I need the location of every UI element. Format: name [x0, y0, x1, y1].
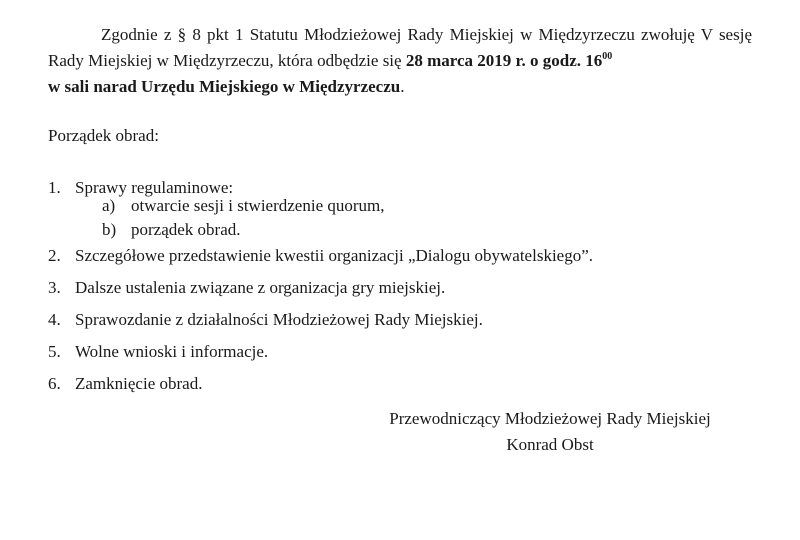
intro-paragraph — [48, 22, 752, 100]
agenda-item-text: Szczegółowe przedstawienie kwestii organizacji „Dialogu obywatelskiego”. — [75, 246, 594, 265]
agenda-item-text: Dalsze ustalenia związane z organizacja gry miejskiej. — [75, 278, 446, 297]
agenda-item — [48, 336, 752, 368]
session-place: w sali narad Urzędu Miejskiego w Międzyrzeczu — [48, 77, 401, 96]
agenda-item-number: 5. — [48, 342, 61, 361]
agenda-item-text: Zamknięcie obrad. — [75, 374, 203, 393]
intro-text: Zgodnie z § 8 pkt 1 Statutu Młodzieżowej Rady Miejskiej w Międzyrzeczu zwołuję V sesję Rady Miejskiej w Międzyrzeczu, która odbędzie się — [48, 25, 752, 70]
agenda-item-text: Sprawy regulaminowe: — [75, 178, 234, 197]
intro-end: . — [400, 77, 405, 96]
agenda-item-number: 3. — [48, 278, 61, 297]
agenda-item-text: Sprawozdanie z działalności Młodzieżowej Rady Miejskiej. — [75, 310, 483, 329]
agenda-item — [48, 240, 752, 272]
agenda-subitem-letter: b) — [102, 220, 117, 239]
agenda-item-text: Wolne wnioski i informacje. — [75, 342, 269, 361]
signature-block — [374, 406, 726, 458]
agenda-subitem-text: otwarcie sesji i stwierdzenie quorum, — [131, 196, 385, 215]
agenda-item-number: 6. — [48, 374, 61, 393]
agenda-item-number: 1. — [48, 178, 61, 197]
signature-title: Przewodniczący Młodzieżowej Rady Miejskiej — [389, 409, 711, 428]
agenda-sublist-container — [48, 192, 752, 240]
agenda-item — [48, 272, 752, 304]
agenda-item-number: 2. — [48, 246, 61, 265]
signature-name: Konrad Obst — [506, 435, 594, 454]
agenda-item — [48, 368, 752, 400]
agenda-list — [48, 172, 752, 400]
agenda-subitem-letter: a) — [102, 196, 116, 215]
agenda-item — [48, 304, 752, 336]
agenda-subitem — [48, 216, 752, 240]
agenda-item-number: 4. — [48, 310, 61, 329]
agenda-subitem — [48, 192, 752, 216]
session-time-minutes: 00 — [602, 51, 613, 62]
agenda-subitem-text: porządek obrad. — [131, 220, 241, 239]
agenda-heading: Porządek obrad: — [48, 126, 159, 145]
session-date: 28 marca 2019 r. o godz. 16 — [405, 51, 603, 70]
agenda-item — [48, 172, 752, 197]
agenda-sublist — [48, 192, 752, 240]
